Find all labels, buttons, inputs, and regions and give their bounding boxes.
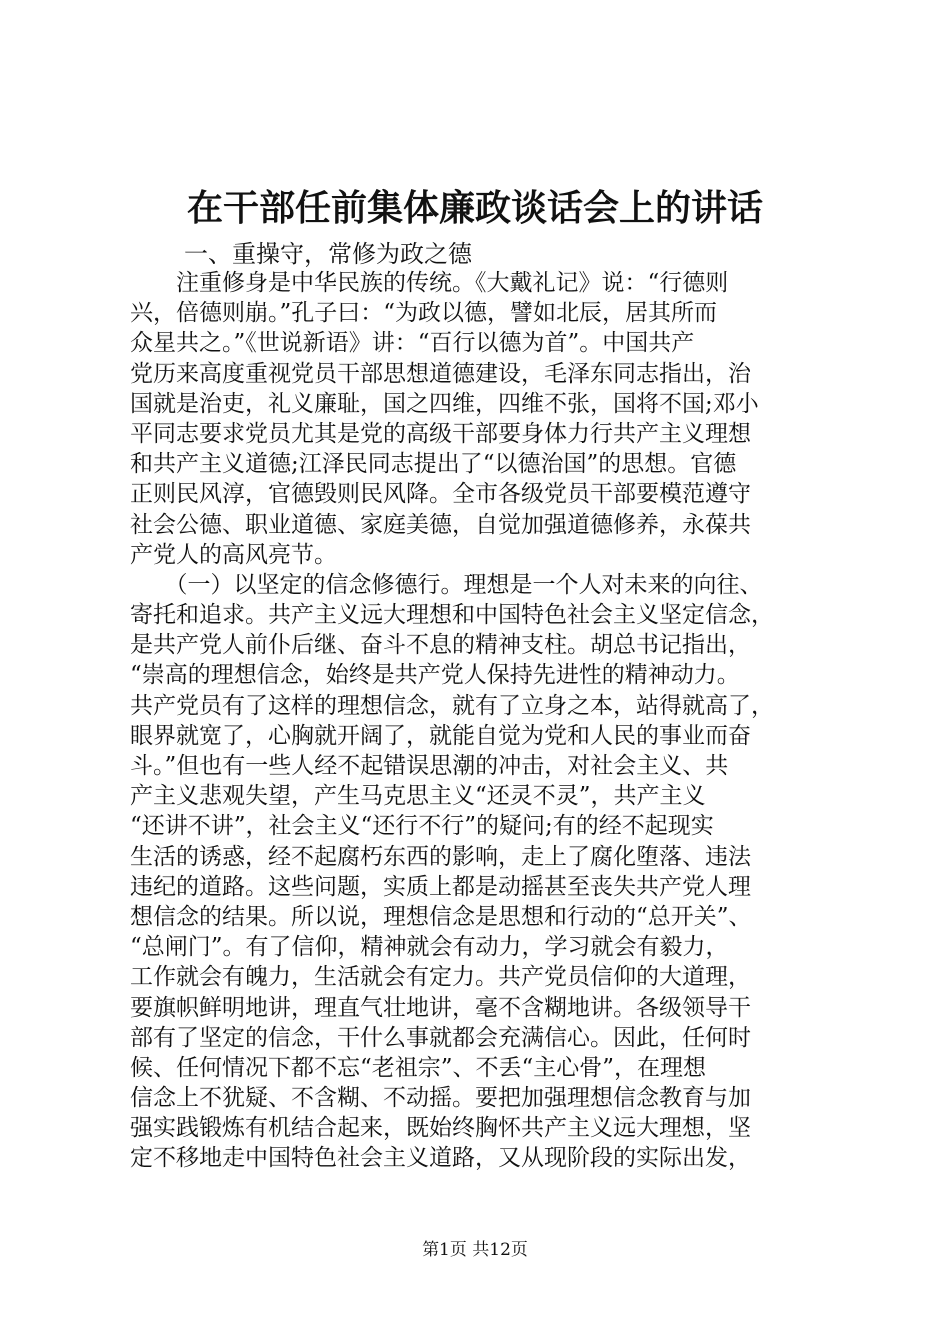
text-line: 共产党员有了这样的理想信念，就有了立身之本，站得就高了，: [130, 692, 774, 719]
text-line: 国就是治吏，礼义廉耻，国之四维，四维不张，国将不国;邓小: [130, 390, 759, 417]
document-title: 在干部任前集体廉政谈话会上的讲话: [186, 187, 763, 229]
text-line: 强实践锻炼有机结合起来，既始终胸怀共产主义远大理想，坚: [130, 1115, 751, 1142]
text-line: 和共产主义道德;江泽民同志提出了“以德治国”的思想。官德: [130, 451, 737, 478]
text-line: 工作就会有魄力，生活就会有定力。共产党员信仰的大道理，: [130, 964, 751, 991]
text-line: 众星共之。”《世说新语》讲：“百行以德为首”。中国共产: [130, 330, 695, 357]
text-line: 斗。”但也有一些人经不起错误思潮的冲击，对社会主义、共: [130, 753, 729, 779]
text-line: “总闸门”。有了信仰，精神就会有动力，学习就会有毅力，: [130, 934, 729, 961]
text-line: 兴，倍德则崩。”孔子曰：“为政以德，譬如北辰，居其所而: [130, 300, 718, 327]
text-line: 产党人的高风亮节。: [130, 541, 337, 568]
text-line: 是共产党人前仆后继、奋斗不息的精神支柱。胡总书记指出，: [130, 632, 751, 659]
text-line: “崇高的理想信念，始终是共产党人保持先进性的精神动力。: [130, 662, 740, 689]
text-line: （一）以坚定的信念修德行。理想是一个人对未来的向往、: [130, 571, 763, 598]
text-line: “还讲不讲”，社会主义“还行不行”的疑问;有的经不起现实: [130, 813, 714, 840]
page-indicator: 第1页 共12页: [422, 1240, 528, 1260]
text-line: 定不移地走中国特色社会主义道路，又从现阶段的实际出发，: [130, 1145, 751, 1172]
text-line: 信念上不犹疑、不含糊、不动摇。要把加强理想信念教育与加: [130, 1085, 751, 1112]
text-line: 违纪的道路。这些问题，实质上都是动摇甚至丧失共产党人理: [130, 873, 751, 900]
text-line: 党历来高度重视党员干部思想道德建设，毛泽东同志指出，治: [130, 360, 751, 387]
text-line: 想信念的结果。所以说，理想信念是思想和行动的“总开关”、: [130, 903, 752, 930]
text-line: 平同志要求党员尤其是党的高级干部要身体力行共产主义理想: [130, 420, 751, 447]
body-text: [130, 268, 830, 1174]
text-line: 要旗帜鲜明地讲，理直气壮地讲，毫不含糊地讲。各级领导干: [130, 994, 751, 1021]
section-heading: 一、重操守，常修为政之德: [184, 240, 472, 268]
text-line: 眼界就宽了，心胸就开阔了，就能自觉为党和人民的事业而奋: [130, 722, 751, 749]
text-line: 正则民风淳，官德毁则民风降。全市各级党员干部要模范遵守: [130, 481, 751, 508]
text-line: 寄托和追求。共产主义远大理想和中国特色社会主义坚定信念，: [130, 602, 774, 629]
text-line: 部有了坚定的信念，干什么事就都会充满信心。因此，任何时: [130, 1024, 751, 1051]
text-line: 产主义悲观失望，产生马克思主义“还灵不灵”，共产主义: [130, 783, 706, 810]
text-line: 生活的诱惑，经不起腐朽东西的影响，走上了腐化堕落、违法: [130, 843, 751, 870]
text-line: 注重修身是中华民族的传统。《大戴礼记》说：“行德则: [130, 270, 729, 296]
text-line: 候、任何情况下都不忘“老祖宗”、不丢“主心骨”，在理想: [130, 1054, 707, 1081]
text-line: 社会公德、职业道德、家庭美德，自觉加强道德修养，永葆共: [130, 511, 751, 538]
